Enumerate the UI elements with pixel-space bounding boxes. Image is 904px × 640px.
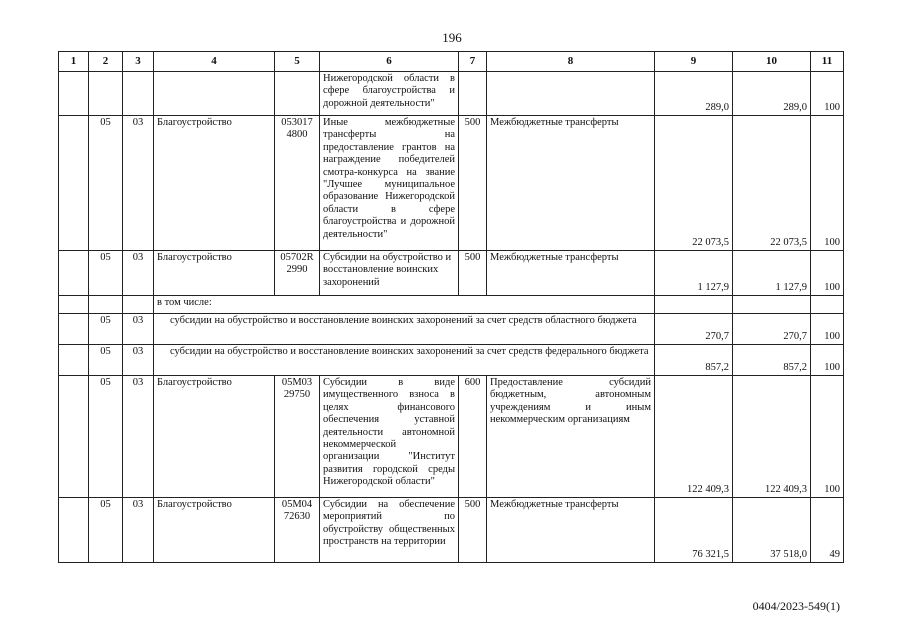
cell-col1 xyxy=(59,345,89,376)
header-cell: 3 xyxy=(123,52,154,72)
cell-amount-planned: 289,0 xyxy=(655,72,733,116)
table-row xyxy=(59,251,844,296)
cell-col1 xyxy=(59,72,89,116)
cell-amount-executed: 1 127,9 xyxy=(733,251,811,296)
cell-col1 xyxy=(59,314,89,345)
page-number: 196 xyxy=(442,30,462,45)
cell-description: Нижегородской области в сфере благоустройства и дорожной деятельности" xyxy=(320,72,459,116)
cell-col1 xyxy=(59,296,89,314)
cell-section xyxy=(89,72,123,116)
cell-percent: 100 xyxy=(811,314,844,345)
cell-name: Благоустройство xyxy=(154,498,275,563)
cell-description: Субсидии на обустройство и восстановление воинских захоронений xyxy=(320,251,459,296)
header-cell: 11 xyxy=(811,52,844,72)
table-row xyxy=(59,498,844,563)
cell-amount-executed: 289,0 xyxy=(733,72,811,116)
cell-subsection: 03 xyxy=(123,345,154,376)
header-cell: 5 xyxy=(275,52,320,72)
table-row xyxy=(59,116,844,251)
table-header-row xyxy=(59,52,844,72)
including-label: в том числе: xyxy=(154,296,655,314)
cell-expense-type: 500 xyxy=(459,116,487,251)
cell-section xyxy=(89,296,123,314)
table-row xyxy=(59,376,844,498)
cell-amount-executed: 22 073,5 xyxy=(733,116,811,251)
cell-description: Субсидии в виде имущественного взноса в целях финансового обеспечения уставной деятельности автономной некоммерческой организации "Институт развития городской среды Нижегородской области" xyxy=(320,376,459,498)
cell-section: 05 xyxy=(89,376,123,498)
cell-expense-name: Межбюджетные трансферты xyxy=(487,498,655,563)
header-cell: 6 xyxy=(320,52,459,72)
cell-subsection: 03 xyxy=(123,116,154,251)
cell-expense-type xyxy=(459,72,487,116)
cell-name: Благоустройство xyxy=(154,376,275,498)
cell-section: 05 xyxy=(89,251,123,296)
table-row xyxy=(59,296,844,314)
cell-expense-name: Межбюджетные трансферты xyxy=(487,116,655,251)
document-code: 0404/2023-549(1) xyxy=(752,599,840,613)
cell-target-code xyxy=(275,72,320,116)
cell-col1 xyxy=(59,498,89,563)
cell-percent xyxy=(811,296,844,314)
header-cell: 1 xyxy=(59,52,89,72)
budget-table xyxy=(58,51,844,563)
cell-subsection: 03 xyxy=(123,314,154,345)
header-cell: 4 xyxy=(154,52,275,72)
cell-target-code: 05М04 72630 xyxy=(275,498,320,563)
header-cell: 9 xyxy=(655,52,733,72)
cell-amount-planned: 76 321,5 xyxy=(655,498,733,563)
header-cell: 2 xyxy=(89,52,123,72)
cell-amount-planned: 857,2 xyxy=(655,345,733,376)
subsidy-breakdown-text: субсидии на обустройство и восстановление воинских захоронений за счет средств федерального бюджета xyxy=(154,345,655,376)
cell-expense-type: 500 xyxy=(459,251,487,296)
cell-col1 xyxy=(59,376,89,498)
header-cell: 10 xyxy=(733,52,811,72)
cell-percent: 49 xyxy=(811,498,844,563)
cell-percent: 100 xyxy=(811,345,844,376)
cell-expense-type: 500 xyxy=(459,498,487,563)
cell-expense-type: 600 xyxy=(459,376,487,498)
cell-subsection: 03 xyxy=(123,498,154,563)
header-cell: 8 xyxy=(487,52,655,72)
cell-amount-planned: 270,7 xyxy=(655,314,733,345)
cell-amount-planned xyxy=(655,296,733,314)
cell-subsection: 03 xyxy=(123,251,154,296)
cell-name: Благоустройство xyxy=(154,251,275,296)
cell-name xyxy=(154,72,275,116)
cell-description: Субсидии на обеспечение мероприятий по обустройству общественных пространств на территории xyxy=(320,498,459,563)
cell-amount-executed xyxy=(733,296,811,314)
table-row xyxy=(59,314,844,345)
cell-expense-name: Межбюджетные трансферты xyxy=(487,251,655,296)
cell-col1 xyxy=(59,251,89,296)
cell-expense-name: Предоставление субсидий бюджетным, автономным учреждениям и иным некоммерческим организациям xyxy=(487,376,655,498)
cell-amount-planned: 22 073,5 xyxy=(655,116,733,251)
cell-name: Благоустройство xyxy=(154,116,275,251)
cell-percent: 100 xyxy=(811,72,844,116)
cell-target-code: 05702R 2990 xyxy=(275,251,320,296)
cell-target-code: 05М03 29750 xyxy=(275,376,320,498)
cell-expense-name xyxy=(487,72,655,116)
cell-description: Иные межбюджетные трансферты на предоставление грантов на награждение победителей смотра-конкурса на звание "Лучшее муниципальное образование Нижегородской области в сфере благоустройства и дорожной деятельности" xyxy=(320,116,459,251)
subsidy-breakdown-text: субсидии на обустройство и восстановление воинских захоронений за счет средств областного бюджета xyxy=(154,314,655,345)
header-cell: 7 xyxy=(459,52,487,72)
cell-col1 xyxy=(59,116,89,251)
cell-amount-executed: 37 518,0 xyxy=(733,498,811,563)
cell-section: 05 xyxy=(89,498,123,563)
cell-amount-executed: 270,7 xyxy=(733,314,811,345)
cell-percent: 100 xyxy=(811,376,844,498)
table-row xyxy=(59,72,844,116)
table-row xyxy=(59,345,844,376)
cell-amount-planned: 122 409,3 xyxy=(655,376,733,498)
cell-subsection xyxy=(123,72,154,116)
cell-amount-planned: 1 127,9 xyxy=(655,251,733,296)
cell-subsection xyxy=(123,296,154,314)
cell-amount-executed: 122 409,3 xyxy=(733,376,811,498)
cell-percent: 100 xyxy=(811,251,844,296)
cell-subsection: 03 xyxy=(123,376,154,498)
cell-amount-executed: 857,2 xyxy=(733,345,811,376)
cell-target-code: 053017 4800 xyxy=(275,116,320,251)
cell-section: 05 xyxy=(89,345,123,376)
cell-percent: 100 xyxy=(811,116,844,251)
cell-section: 05 xyxy=(89,314,123,345)
cell-section: 05 xyxy=(89,116,123,251)
